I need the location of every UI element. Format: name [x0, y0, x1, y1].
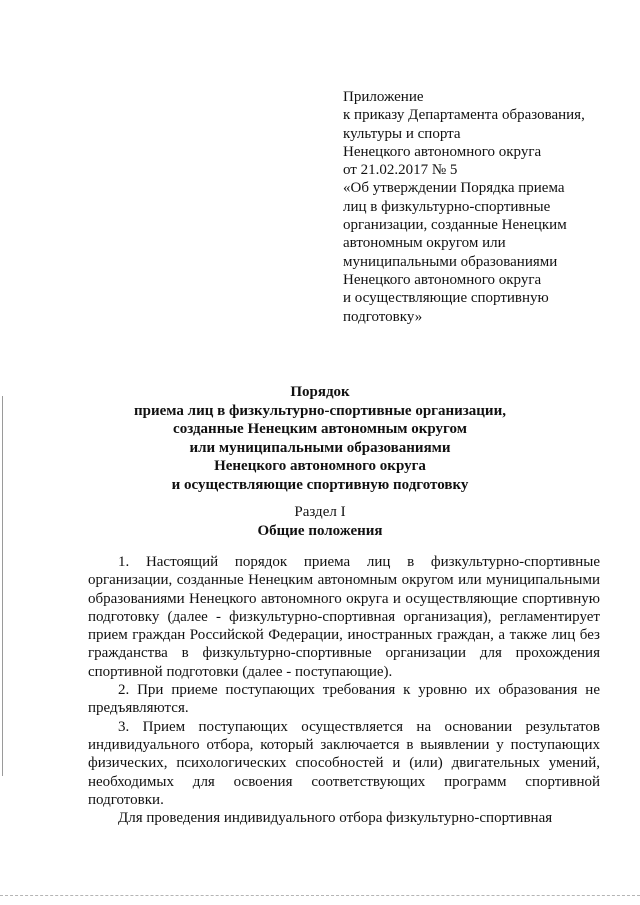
title-line: созданные Ненецким автономным округом: [173, 421, 467, 437]
appendix-line: к приказу Департамента образования,: [343, 107, 585, 124]
appendix-line: Приложение: [343, 89, 424, 105]
title-line: приема лиц в физкультурно-спортивные организации,: [134, 402, 506, 419]
appendix-line: автономным округом или: [343, 235, 506, 252]
appendix-line: и осуществляющие спортивную: [343, 290, 549, 307]
document-title: [0, 383, 640, 494]
paragraph-text: 3. Прием поступающих осуществляется на основании результатов индивидуального отбора, который заключается в выявлении у поступающих физических, психологических способностей и (или) двигательных умений, необходимых для освоения соответствующих программ спортивной подготовки.: [88, 718, 600, 808]
appendix-line: Ненецкого автономного округа: [343, 143, 542, 160]
section-title: Общие положения: [257, 523, 383, 539]
paragraph-1: [88, 553, 600, 681]
paragraph-2: [88, 681, 600, 718]
title-line: Порядок: [290, 384, 350, 400]
appendix-line: от 21.02.2017 № 5: [343, 162, 458, 179]
paragraph-4: [88, 809, 600, 827]
appendix-line: культуры и спорта: [343, 125, 461, 142]
title-line: и осуществляющие спортивную подготовку: [171, 476, 469, 493]
paragraph-3: [88, 718, 600, 809]
appendix-line: организации, созданные Ненецким: [343, 217, 567, 234]
paragraph-text: Для проведения индивидуального отбора физкультурно-спортивная: [118, 810, 553, 827]
appendix-header: [343, 88, 633, 326]
scan-bottom-edge: [0, 895, 640, 896]
appendix-line: подготовку»: [343, 308, 423, 325]
appendix-line: лиц в физкультурно-спортивные: [343, 198, 551, 215]
title-line: Ненецкого автономного округа: [214, 458, 426, 474]
paragraph-text: 2. При приеме поступающих требования к уровню их образования не предъявляются.: [88, 682, 600, 717]
title-line: или муниципальными образованиями: [189, 439, 451, 456]
section-number: Раздел I: [294, 504, 346, 520]
appendix-line: «Об утверждении Порядка приема: [343, 180, 565, 197]
body-text: [88, 553, 600, 827]
paragraph-text: 1. Настоящий порядок приема лиц в физкультурно-спортивные организации, созданные Ненецким автономным округом или муниципальными образованиями Ненецкого автономного округа и осуществляющие спортивную подготовку (далее - физкультурно-спортивная организация), регламентирует прием граждан Российской Федерации, иностранных граждан, а также лиц без гражданства в физкультурно-спортивные организации для прохождения спортивной подготовки (далее - поступающие).: [88, 554, 600, 680]
appendix-line: муниципальными образованиями: [343, 253, 558, 270]
appendix-line: Ненецкого автономного округа: [343, 271, 542, 288]
